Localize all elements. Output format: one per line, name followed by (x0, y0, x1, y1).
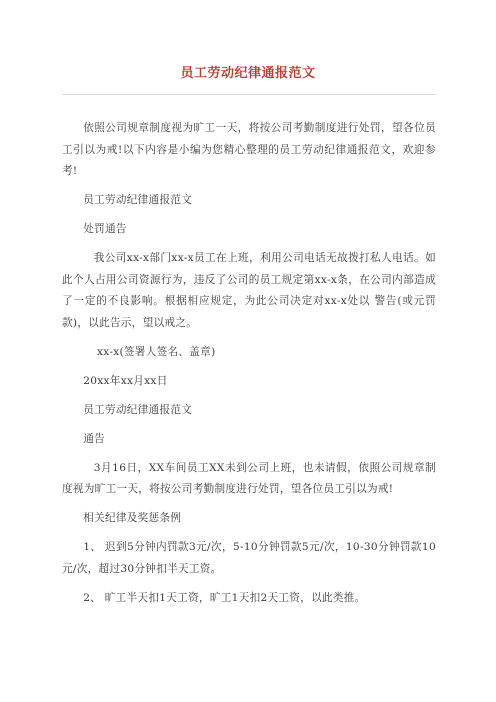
notice-heading: 处罚通告 (83, 223, 127, 235)
section-heading: 员工劳动纪律通报范文 (83, 403, 193, 416)
document-title: 员工劳动纪律通报范文 (180, 66, 316, 81)
penalty-paragraph: 我公司xx-x部门xx-x员工在上班，利用公司电话无故拨打私人电话。如此个人占用公司资源行为，违反了公司的员工规定第xx-x条，在公司内部造成了一定的不良影响。根据相应规定，为此公司决定对xx-x处以 警告(或元罚款)，以此告示，望以戒之。 (62, 252, 436, 329)
intro-paragraph: 依照公司规章制度视为旷工一天，将按公司考勤制度进行处罚，望各位员工引以为戒!以下内容是小编为您精心整理的员工劳动纪律通报范文，欢迎参考! (62, 122, 436, 177)
absence-paragraph: 3月16日，XX车间员工XX未到公司上班，也未请假，依照公司规章制度视为旷工一天，将按公司考勤制度进行处罚，望各位员工引以为戒! (62, 461, 436, 495)
document-body (62, 118, 436, 617)
notice-heading: 通告 (83, 432, 105, 445)
title-divider (62, 94, 436, 95)
section-heading: 员工劳动纪律通报范文 (83, 194, 193, 206)
rule-item: 1、 迟到5分钟内罚款3元/次，5-10分钟罚款5元/次，10-30分钟罚款10元/次，超过30分钟扣半天工资。 (62, 541, 436, 575)
rules-heading: 相关纪律及奖惩条例 (83, 512, 182, 524)
date-line: 20xx年xx月xx日 (83, 374, 168, 387)
signature-line: xx-x(签署人签名、盖章) (96, 345, 216, 358)
rule-item: 2、 旷工半天扣1天工资，旷工1天扣2天工资，以此类推。 (83, 591, 366, 604)
